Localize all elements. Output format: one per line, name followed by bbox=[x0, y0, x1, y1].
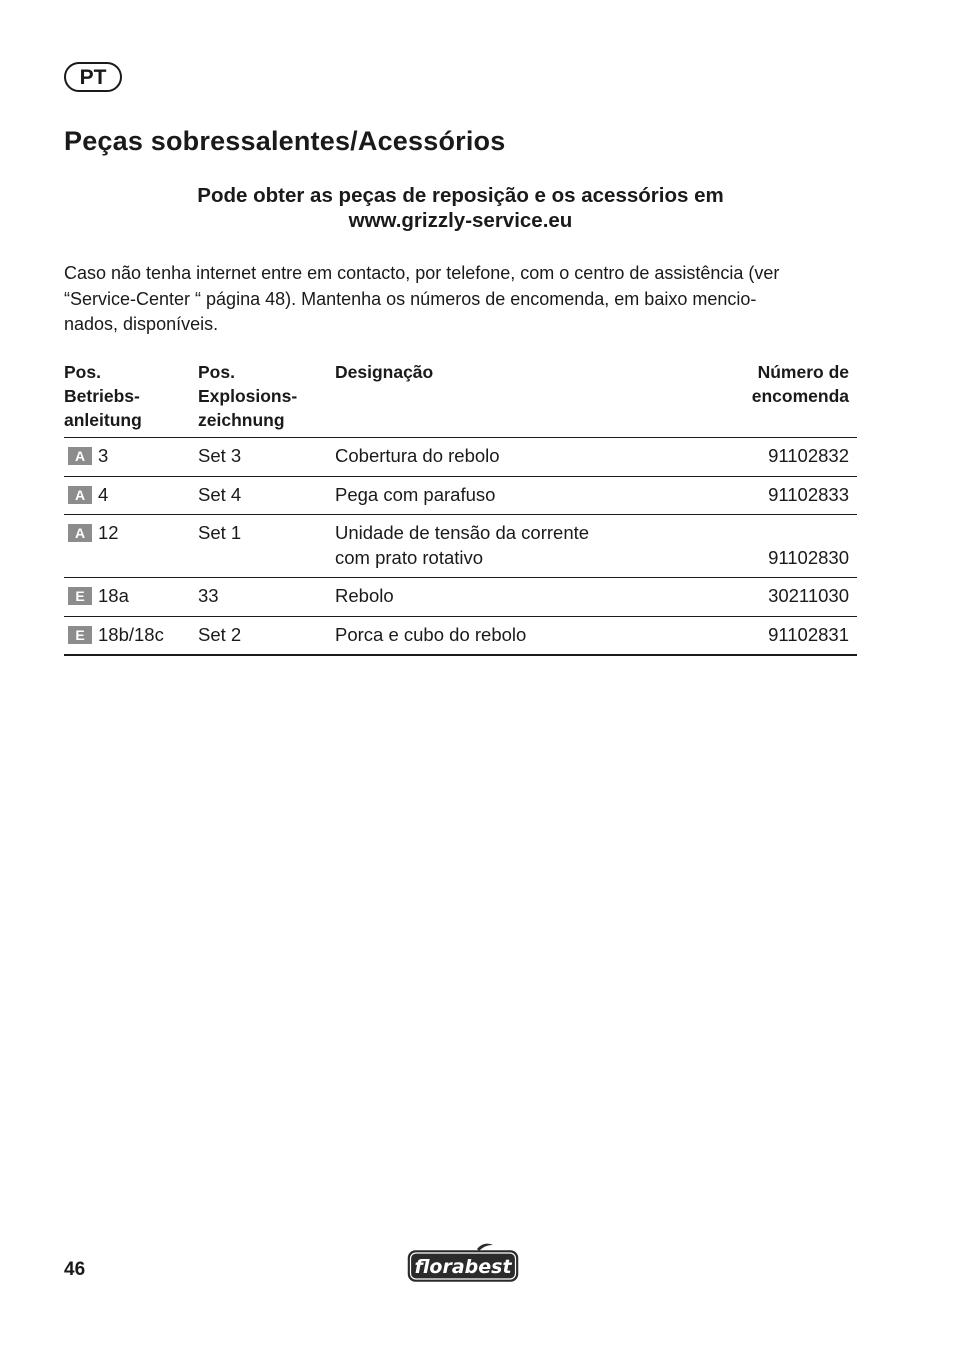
pos-value: 3 bbox=[98, 445, 109, 466]
pos-cell bbox=[64, 438, 198, 477]
subtitle-line: Pode obter as peças de reposição e os acessórios em bbox=[197, 184, 724, 207]
table-row bbox=[64, 515, 857, 578]
header-line: Pos. bbox=[64, 362, 101, 382]
pos-cell bbox=[64, 515, 198, 578]
designation-line: Rebolo bbox=[335, 585, 394, 606]
header-line: Designação bbox=[335, 362, 434, 382]
figure-tag: E bbox=[68, 626, 92, 644]
intro-line: “Service-Center “ página 48). Mantenha os números de encomenda, em baixo mencio- bbox=[64, 288, 757, 309]
service-url: www.grizzly-service.eu bbox=[348, 209, 573, 232]
header-line: anleitung bbox=[64, 410, 142, 430]
pos-explosion-cell: Set 3 bbox=[198, 438, 335, 477]
pos-value: 12 bbox=[98, 522, 119, 543]
figure-tag: A bbox=[68, 447, 92, 465]
pos-value: 18a bbox=[98, 585, 129, 606]
spare-parts-table bbox=[64, 360, 857, 656]
pos-cell bbox=[64, 616, 198, 655]
figure-tag: A bbox=[68, 486, 92, 504]
page-title: Peças sobressalentes/Acessórios bbox=[64, 126, 506, 156]
designation-cell bbox=[335, 578, 735, 617]
figure-tag: E bbox=[68, 587, 92, 605]
designation-cell bbox=[335, 616, 735, 655]
order-number-cell: 91102830 bbox=[735, 515, 857, 578]
header-pos-explosion bbox=[198, 360, 335, 438]
designation-line: Pega com parafuso bbox=[335, 483, 496, 505]
page-number: 46 bbox=[64, 1259, 86, 1280]
intro-paragraph bbox=[64, 261, 864, 338]
intro-line: Caso não tenha internet entre em contacto, por telefone, com o centro de assistência (ver bbox=[64, 263, 780, 283]
intro-line: nados, disponíveis. bbox=[64, 314, 219, 334]
header-line: encomenda bbox=[751, 386, 849, 406]
designation-line: Unidade de tensão da corrente bbox=[335, 522, 590, 543]
subtitle bbox=[64, 183, 857, 233]
pos-value: 18b/18c bbox=[98, 623, 164, 645]
pos-cell bbox=[64, 476, 198, 515]
florabest-logo-icon bbox=[407, 1243, 519, 1283]
header-pos-manual bbox=[64, 360, 198, 438]
pos-explosion-cell: 33 bbox=[198, 578, 335, 617]
order-number-cell: 91102832 bbox=[735, 438, 857, 477]
designation-line: com prato rotativo bbox=[335, 546, 484, 568]
language-badge: PT bbox=[64, 62, 122, 92]
header-designation bbox=[335, 360, 735, 438]
pos-explosion-cell: Set 4 bbox=[198, 476, 335, 515]
table-row bbox=[64, 616, 857, 655]
header-line: Número de bbox=[757, 362, 849, 382]
order-number-cell: 91102831 bbox=[735, 616, 857, 655]
pos-explosion-cell: Set 1 bbox=[198, 515, 335, 578]
header-line: zeichnung bbox=[198, 410, 285, 430]
designation-cell bbox=[335, 476, 735, 515]
header-order-number bbox=[735, 360, 857, 438]
designation-cell bbox=[335, 438, 735, 477]
table-row bbox=[64, 578, 857, 617]
logo-text: florabest bbox=[414, 1256, 512, 1278]
pos-explosion-cell: Set 2 bbox=[198, 616, 335, 655]
order-number-cell: 91102833 bbox=[735, 476, 857, 515]
table-row bbox=[64, 476, 857, 515]
figure-tag: A bbox=[68, 524, 92, 542]
pos-value: 4 bbox=[98, 483, 109, 505]
header-line: Betriebs- bbox=[64, 386, 140, 406]
designation-line: Porca e cubo do rebolo bbox=[335, 623, 527, 645]
table-header-row bbox=[64, 360, 857, 438]
header-line: Explosions- bbox=[198, 386, 298, 406]
order-number-cell: 30211030 bbox=[735, 578, 857, 617]
pos-cell bbox=[64, 578, 198, 617]
table-row bbox=[64, 438, 857, 477]
header-line: Pos. bbox=[198, 362, 235, 382]
designation-line: Cobertura do rebolo bbox=[335, 445, 500, 466]
designation-cell bbox=[335, 515, 735, 578]
